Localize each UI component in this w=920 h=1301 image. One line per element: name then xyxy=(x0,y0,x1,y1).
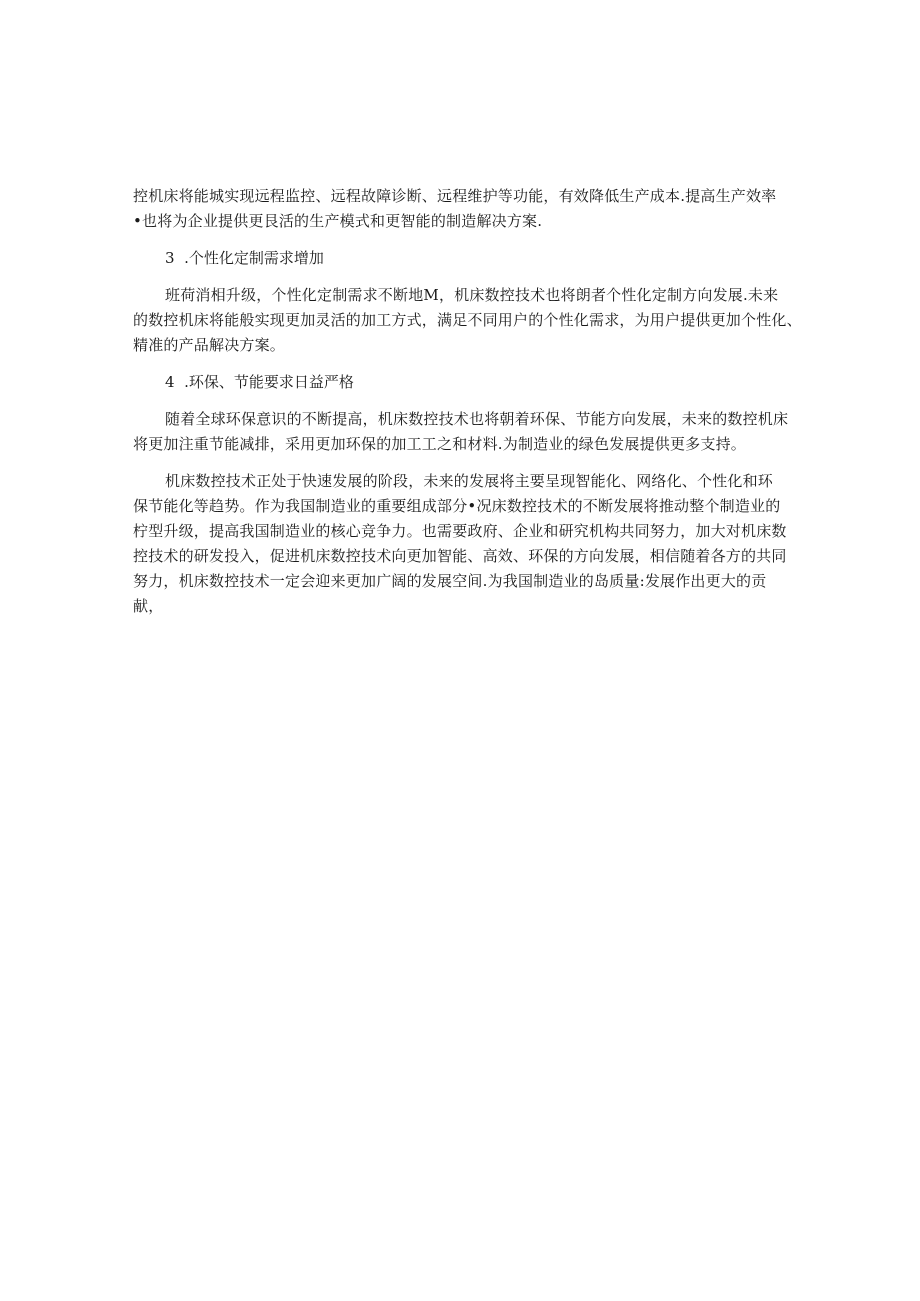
paragraph-line: 控机床将能城实现远程监控、远程故障诊断、远程维护等功能，有效降低生产成本.提高生产效率 xyxy=(133,187,777,205)
heading-personalized-demand: 3 .个性化定制需求增加 xyxy=(165,249,324,267)
paragraph-line: 随着全球环保意识的不断提高，机床数控技术也将朝着环保、节能方向发展，未来的数控机床 xyxy=(165,410,789,428)
paragraph-line: 献， xyxy=(133,597,164,615)
heading-environmental-requirements: 4 .环保、节能要求日益严格 xyxy=(165,373,354,391)
paragraph-line: 的数控机床将能般实现更加灵活的加工方式，满足不同用户的个性化需求，为用户提供更加个性化、 xyxy=(133,311,802,329)
paragraph-line: 机床数控技术正处于快速发展的阶段，未来的发展将主要呈现智能化、网络化、个性化和环 xyxy=(165,472,774,490)
document-body xyxy=(133,184,802,631)
paragraph-remote-features xyxy=(133,184,793,234)
paragraph-line: 班荷消相升级，个性化定制需求不断地M，机床数控技术也将朗者个性化定制方向发展.未来 xyxy=(165,286,779,304)
paragraph-environmental-requirements xyxy=(133,407,793,457)
paragraph-personalized-demand xyxy=(133,283,802,358)
paragraph-line: 努力，机床数控技术一定会迎来更加广阔的发展空间.为我国制造业的岛质量:发展作出更大的贡 xyxy=(133,572,767,590)
paragraph-line: 精准的产品解决方案。 xyxy=(133,336,286,354)
paragraph-line: 控技术的研发投入，促进机床数控技术向更加智能、高效、环保的方向发展，相信随着各方的共同 xyxy=(133,547,787,565)
paragraph-line: 将更加注重节能减排，采用更加环保的加工工之和材料.为制造业的绿色发展提供更多支持。 xyxy=(133,435,746,453)
paragraph-line: 柠型升级，提高我国制造业的核心竞争力。也需要政府、企业和研究机构共同努力，加大对机床数 xyxy=(133,522,787,540)
paragraph-line: 保节能化等趋势。作为我国制造业的重要组成部分•况床数控技术的不断发展将推动整个制造业的 xyxy=(133,497,781,515)
paragraph-conclusion xyxy=(133,469,793,619)
paragraph-line: •也将为企业提供更艮活的生产模式和更智能的制造解决方案. xyxy=(133,212,543,230)
